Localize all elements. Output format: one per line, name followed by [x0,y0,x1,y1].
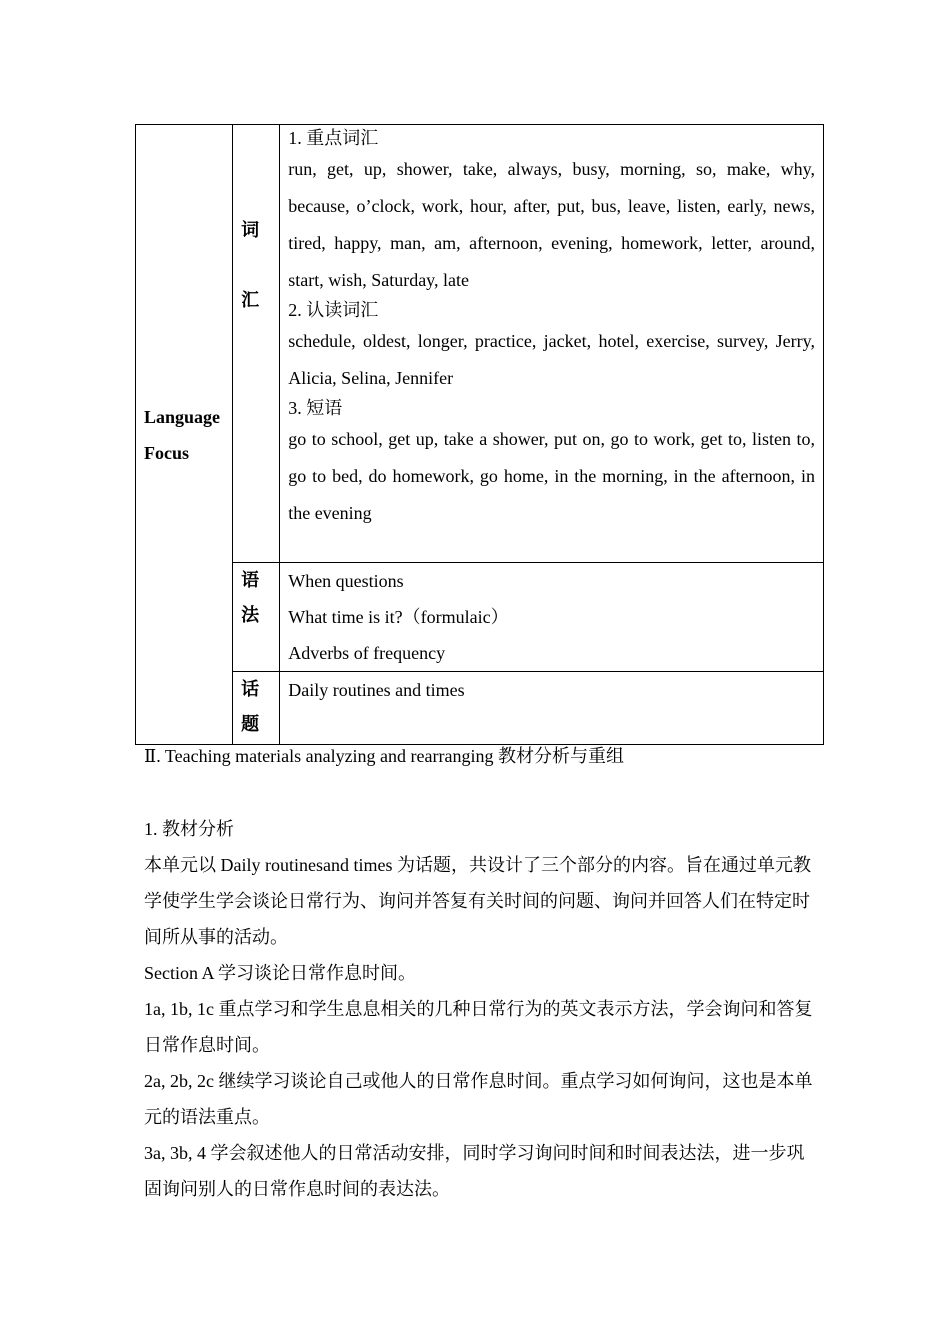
phrases-heading: 3. 短语 [288,398,343,418]
language-focus-cell [136,125,233,745]
phrases-list: go to school, get up, take a shower, put on, go to work, get to, listen to, go to bed, do homework, go home, in the morning, in the afternoon, in the evening [288,429,815,523]
language-focus-table [135,124,824,745]
focus-label-line1: Language [144,406,221,427]
focus-label-line2: Focus [144,442,189,463]
topic-category-cell [233,672,280,745]
section-2-title: Ⅱ. Teaching materials analyzing and rearranging 教材分析与重组 [144,746,624,766]
vocab-content [280,125,823,532]
recognize-words-heading: 2. 认读词汇 [288,300,379,320]
vocab-category-cell [233,125,280,563]
grammar-category-label [233,563,279,633]
language-focus-label [136,399,232,471]
grammar-char-1: 语 [241,570,260,590]
core-words-heading: 1. 重点词汇 [288,128,379,148]
topic-category-label [233,672,279,742]
recognize-words-list: schedule, oldest, longer, practice, jacket, hotel, exercise, survey, Jerry, Alicia, Selina, Jennifer [288,331,815,388]
grammar-line-1: When questions [288,571,404,591]
grammar-char-2: 法 [241,605,260,625]
vocab-category-label [233,125,279,318]
topic-row [136,672,824,745]
topic-line-1: Daily routines and times [288,680,465,700]
topic-char-1: 话 [241,679,260,699]
topic-content-cell [280,672,824,745]
grammar-content-cell [280,563,824,672]
vocab-content-cell [280,125,824,563]
grammar-line-2: What time is it?（formulaic） [288,607,509,627]
analysis-paragraph-2: 2a, 2b, 2c 继续学习谈论自己或他人的日常作息时间。重点学习如何询问，这也是本单元的语法重点。 [144,1071,813,1127]
section-a-line: Section A 学习谈论日常作息时间。 [144,963,417,983]
vocab-char-1: 词 [241,220,260,240]
grammar-row [136,563,824,672]
vocab-row [136,125,824,563]
vocab-char-2: 汇 [241,290,260,310]
grammar-line-3: Adverbs of frequency [288,643,446,663]
topic-content [280,672,823,708]
grammar-content [280,563,823,671]
analysis-paragraph-1: 1a, 1b, 1c 重点学习和学生息息相关的几种日常行为的英文表示方法，学会询问和答复日常作息时间。 [144,999,813,1055]
topic-char-2: 题 [241,714,260,734]
section-2 [144,738,814,1207]
analysis-subheading: 1. 教材分析 [144,819,234,839]
grammar-category-cell [233,563,280,672]
analysis-body [144,811,814,1207]
core-words-list: run, get, up, shower, take, always, busy, morning, so, make, why, because, o’clock, work, hour, after, put, bus, leave, listen, early, news, tired, happy, man, am, afternoon, evening, homework, letter, around, start, wish, Saturday, late [288,159,815,290]
analysis-intro: 本单元以 Daily routinesand times 为话题，共设计了三个部分的内容。旨在通过单元教学使学生学会谈论日常行为、询问并答复有关时间的问题、询问并回答人们在特定时间所从事的活动。 [144,855,811,947]
analysis-paragraph-3: 3a, 3b, 4 学会叙述他人的日常活动安排，同时学习询问时间和时间表达法，进一步巩固询问别人的日常作息时间的表达法。 [144,1143,805,1199]
